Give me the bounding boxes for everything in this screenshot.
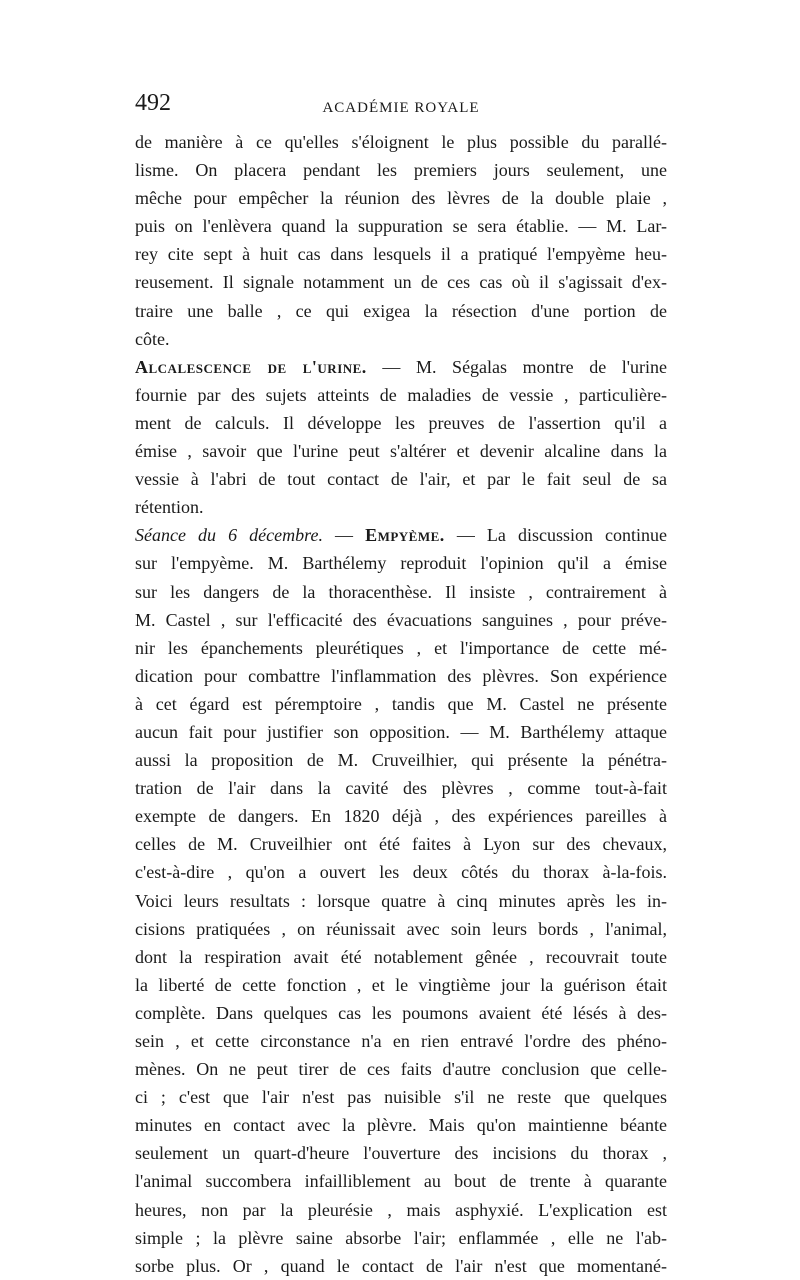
text-line: fournie par des sujets atteints de maladies de vessie , particulière- — [135, 384, 667, 405]
text-line: seulement un quart-d'heure l'ouverture des incisions du thorax , — [135, 1143, 667, 1164]
running-head: ACADÉMIE ROYALE — [322, 100, 480, 116]
text-line: c'est-à-dire , qu'on a ouvert les deux côtés du thorax à-la-fois. — [135, 862, 667, 883]
text-line: nir les épanchements pleurétiques , et l'importance de cette mé- — [135, 637, 667, 658]
text-line: aucun fait pour justifier son opposition. — M. Barthélemy attaque — [135, 721, 667, 742]
text-line: complète. Dans quelques cas les poumons avaient été lésés à des- — [135, 1002, 667, 1023]
session-date: Séance du 6 décembre. — [135, 525, 323, 546]
text-line: dication pour combattre l'inflammation des plèvres. Son expérience — [135, 665, 667, 686]
text-line: Voici leurs resultats : lorsque quatre à cinq minutes après les in- — [135, 890, 667, 911]
book-page — [135, 90, 668, 1280]
text-line: sur l'empyème. M. Barthélemy reproduit l'opinion qu'il a émise — [135, 553, 667, 574]
text-line: exempte de dangers. En 1820 déjà , des expériences pareilles à — [135, 806, 667, 827]
text-line: rétention. — [135, 497, 204, 518]
text-line: dont la respiration avait été notablement gênée , recouvrait toute — [135, 946, 667, 967]
text-line: minutes en contact avec la plèvre. Mais qu'on maintienne béante — [135, 1115, 667, 1136]
text-line: reusement. Il signale notamment un de ces cas où il s'agissait d'ex- — [135, 272, 667, 293]
text-line: aussi la proposition de M. Cruveilhier, qui présente la pénétra- — [135, 750, 667, 771]
text-line: heures, non par la pleurésie , mais asphyxié. L'explication est — [135, 1199, 667, 1220]
page-number: 492 — [135, 90, 171, 116]
text-line: émise , savoir que l'urine peut s'altérer et devenir alcaline dans la — [135, 441, 667, 462]
text-line: de manière à ce qu'elles s'éloignent le plus possible du parallé- — [135, 132, 667, 152]
text-line: M. Castel , sur l'efficacité des évacuations sanguines , pour préve- — [135, 609, 667, 630]
text-line: simple ; la plèvre saine absorbe l'air; enflammée , elle ne l'ab- — [135, 1227, 667, 1248]
text-line: celles de M. Cruveilhier ont été faites à Lyon sur des chevaux, — [135, 834, 667, 855]
section-heading: Empyème. — [365, 525, 445, 546]
text-line: lisme. On placera pendant les premiers jours seulement, une — [135, 160, 667, 181]
text-line: la liberté de cette fonction , et le vingtième jour la guérison était — [135, 974, 667, 995]
page-header — [135, 90, 667, 128]
text-line: puis on l'enlèvera quand la suppuration se sera établie. — M. Lar- — [135, 216, 667, 237]
section-heading: Alcalescence de l'urine. — [135, 356, 367, 377]
text-line: sorbe plus. Or , quand le contact de l'air n'est que momentané- — [135, 1255, 667, 1276]
text-line: mènes. On ne peut tirer de ces faits d'autre conclusion que celle- — [135, 1059, 667, 1080]
text-line: ment de calculs. Il développe les preuves de l'assertion qu'il a — [135, 412, 667, 433]
text-line: tration de l'air dans la cavité des plèvres , comme tout-à-fait — [135, 778, 667, 799]
text-line: mêche pour empêcher la réunion des lèvres de la double plaie , — [135, 188, 667, 209]
text-line: Séance du 6 décembre. — Empyème. — La discussion continue — [135, 525, 668, 546]
text-line: Alcalescence de l'urine. — M. Ségalas montre de l'urine — [135, 356, 667, 377]
text-line: sein , et cette circonstance n'a en rien entravé l'ordre des phéno- — [135, 1031, 667, 1051]
text-line: sur les dangers de la thoracenthèse. Il insiste , contrairement à — [135, 581, 667, 602]
text-line: rey cite sept à huit cas dans lesquels il a pratiqué l'empyème heu- — [135, 244, 667, 265]
text-line: ci ; c'est que l'air n'est pas nuisible s'il ne reste que quelques — [135, 1087, 667, 1108]
text-line: l'animal succombera infailliblement au bout de trente à quarante — [135, 1171, 667, 1192]
text-line: côte. — [135, 328, 170, 349]
body-text — [135, 128, 667, 1280]
text-line: à cet égard est péremptoire , tandis que M. Castel ne présente — [135, 693, 667, 714]
text-line: vessie à l'abri de tout contact de l'air, et par le fait seul de sa — [135, 469, 667, 490]
text-line: cisions pratiquées , on réunissait avec soin leurs bords , l'animal, — [135, 918, 667, 939]
text-line: traire une balle , ce qui exigea la résection d'une portion de — [135, 300, 667, 321]
